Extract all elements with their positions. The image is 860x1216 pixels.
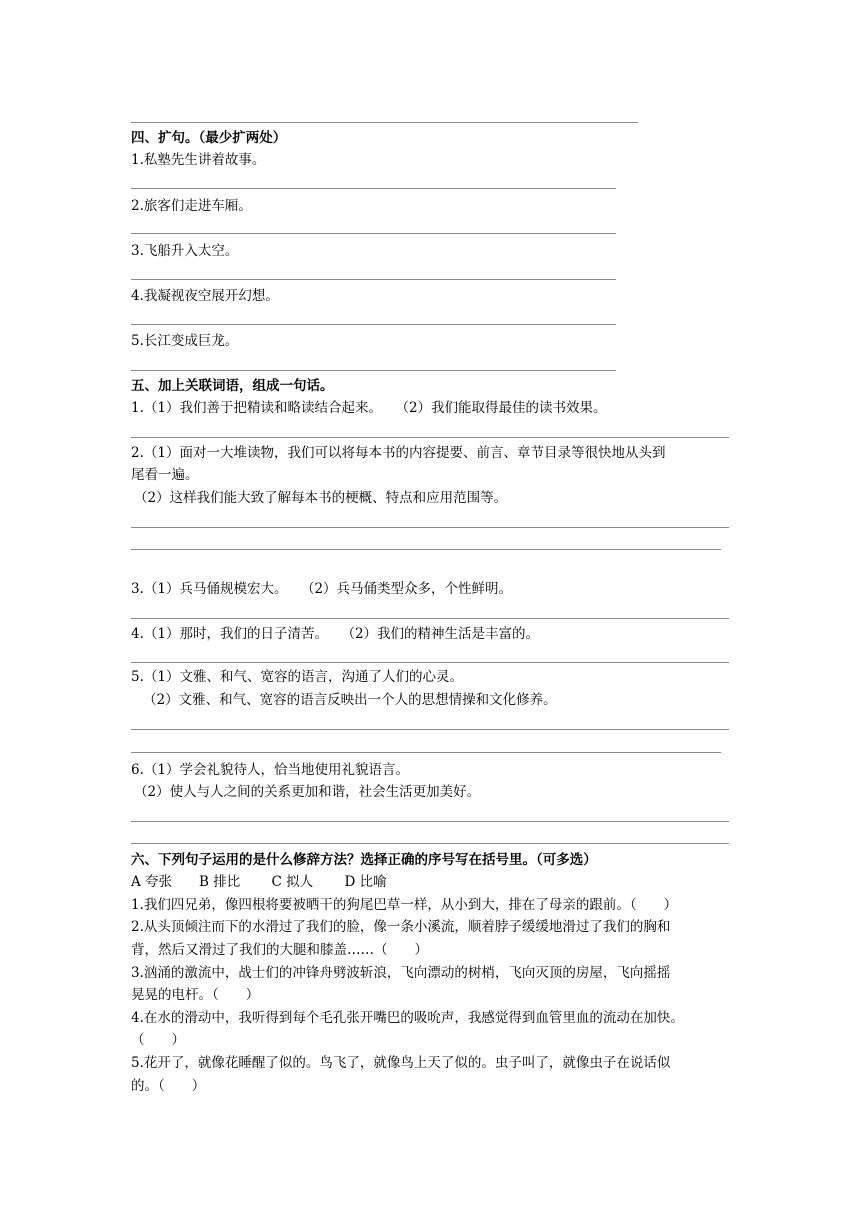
answer-line[interactable] [131,527,729,528]
answer-line[interactable] [131,188,616,189]
answer-line[interactable] [131,370,616,371]
section-5-question-3: 3.（1）兵马俑规模宏大。 （2）兵马俑类型众多，个性鲜明。 [131,581,513,597]
section-6-question-3-line-2: 晃晃的电杆。（ ） [131,987,260,1003]
section-6-question-3-line-1: 3.汹涌的激流中，战士们的冲锋舟劈波斩浪，飞向漂动的树梢，飞向灭顶的房屋，飞向摇摇 [131,965,671,981]
section-6-options: A 夸张 B 排比 C 拟人 D 比喻 [131,874,387,890]
section-5-question-6-line-2: （2）使人与人之间的关系更加和谐，社会生活更加美好。 [134,784,481,800]
section-5-heading: 五、加上关联词语，组成一句话。 [131,378,334,394]
answer-line[interactable] [131,324,616,325]
answer-line[interactable] [131,549,721,550]
answer-line[interactable] [131,752,721,753]
section-4-item-1: 1.私塾先生讲着故事。 [131,152,266,168]
section-4-item-2: 2.旅客们走进车厢。 [131,198,252,214]
answer-line[interactable] [131,843,729,844]
section-6-question-4-line-1: 4.在水的滑动中，我听得到每个毛孔张开嘴巴的吸吮声，我感觉得到血管里血的流动在加快。 [131,1010,684,1026]
section-5-question-2-line-3: （2）这样我们能大致了解每本书的梗概、特点和应用范围等。 [134,490,508,506]
section-6-question-1: 1.我们四兄弟，像四根将要被晒干的狗尾巴草一样，从小到大，排在了母亲的跟前。（ ） [131,897,678,913]
section-6-question-4-line-2: （ ） [131,1032,185,1048]
answer-line[interactable] [131,279,616,280]
section-4-item-5: 5.长江变成巨龙。 [131,333,239,349]
section-6-question-5-line-2: 的。（ ） [131,1078,206,1094]
answer-line[interactable] [131,662,729,663]
section-4-heading: 四、扩句。（最少扩两处） [131,130,287,146]
section-6-question-2-line-1: 2.从头顶倾注而下的水滑过了我们的脸，像一条小溪流，顺着脖子缓缓地滑过了我们的胸和 [131,919,671,935]
answer-line[interactable] [131,729,729,730]
section-6-question-2-line-2: 背，然后又滑过了我们的大腿和膝盖……（ ） [131,942,428,958]
section-5-question-2-line-2: 尾看一遍。 [131,467,199,483]
section-5-question-2-line-1: 2.（1）面对一大堆读物，我们可以将每本书的内容提要、前言、章节目录等很快地从头到 [131,445,666,461]
section-5-question-1: 1.（1）我们善于把精读和略读结合起来。 （2）我们能取得最佳的读书效果。 [131,400,607,416]
answer-line[interactable] [131,821,729,822]
section-4-item-3: 3.飞船升入太空。 [131,243,239,259]
section-4-item-4: 4.我凝视夜空展开幻想。 [131,288,279,304]
section-6-heading: 六、下列句子运用的是什么修辞方法？选择正确的序号写在括号里。（可多选） [131,852,597,868]
section-5-question-5-line-2: （2）文雅、和气、宽容的语言反映出一个人的思想情操和文化修养。 [143,692,557,708]
section-5-question-4: 4.（1）那时，我们的日子清苦。 （2）我们的精神生活是丰富的。 [131,626,540,642]
answer-line[interactable] [131,437,729,438]
answer-line[interactable] [131,122,638,123]
answer-line[interactable] [131,233,616,234]
answer-line[interactable] [131,618,729,619]
section-6-question-5-line-1: 5.花开了，就像花睡醒了似的。鸟飞了，就像鸟上天了似的。虫子叫了，就像虫子在说话似 [131,1055,671,1071]
section-5-question-6-line-1: 6.（1）学会礼貌待人，恰当地使用礼貌语言。 [131,762,409,778]
section-5-question-5-line-1: 5.（1）文雅、和气、宽容的语言，沟通了人们的心灵。 [131,669,463,685]
